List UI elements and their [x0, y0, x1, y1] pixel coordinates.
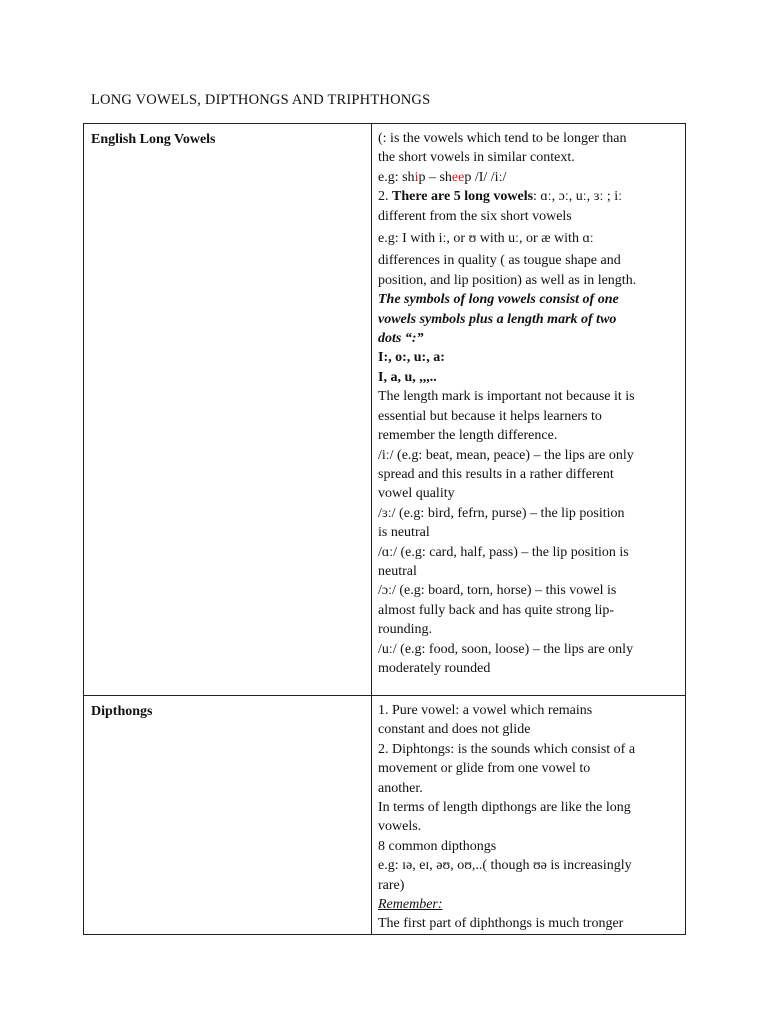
page-title: LONG VOWELS, DIPTHONGS AND TRIPHTHONGS: [91, 92, 431, 108]
text-line: rounding.: [378, 622, 433, 638]
text-line: essential but because it helps learners to: [378, 408, 602, 424]
text-line: 2. Diphtongs: is the sounds which consist of a: [378, 741, 636, 757]
text-line: is neutral: [378, 525, 430, 541]
text-line: 8 common dipthongs: [378, 838, 497, 854]
content-table: [83, 123, 686, 935]
text-line: e.g: ɪə, eɪ, əʊ, oʊ,..( though ʊə is increasingly: [378, 858, 632, 874]
text-line: /ɔː/ (e.g: board, torn, horse) – this vowel is: [378, 583, 617, 599]
text-line: movement or glide from one vowel to: [378, 761, 591, 777]
text-line: remember the length difference.: [378, 428, 558, 444]
text-line: differences in quality ( as tougue shape and: [378, 253, 621, 269]
text-line: rare): [378, 877, 405, 893]
table-row: [84, 696, 686, 935]
text-line: 1. Pure vowel: a vowel which remains: [378, 703, 593, 718]
symbol-line: I:, o:, u:, a:: [378, 350, 445, 366]
text-line: /ɜː/ (e.g: bird, fefrn, purse) – the lip position: [378, 505, 625, 521]
text-line: spread and this results in a rather different: [378, 466, 614, 482]
emphasis-line: vowels symbols plus a length mark of two: [378, 311, 617, 327]
row-heading-dipthongs: Dipthongs: [84, 696, 372, 935]
text-line: moderately rounded: [378, 660, 491, 676]
symbol-line: I, a, u, ,,,..: [378, 369, 437, 385]
text-line: the short vowels in similar context.: [378, 150, 575, 166]
emphasis-line: dots “:”: [378, 331, 424, 347]
text-line: different from the six short vowels: [378, 208, 572, 224]
text-line: The length mark is important not because it is: [378, 389, 635, 405]
text-line: almost fully back and has quite strong lip-: [378, 602, 615, 618]
text-line: In terms of length dipthongs are like the long: [378, 800, 631, 816]
text-line: position, and lip position) as well as in length.: [378, 272, 637, 288]
text-line: /uː/ (e.g: food, soon, loose) – the lips are only: [378, 641, 634, 657]
text-line: another.: [378, 780, 423, 796]
text-line: /iː/ (e.g: beat, mean, peace) – the lips are only: [378, 447, 634, 463]
text-line: neutral: [378, 563, 417, 579]
text-line: constant and does not glide: [378, 722, 531, 738]
text-line: /ɑː/ (e.g: card, half, pass) – the lip position is: [378, 544, 629, 560]
example-line: e.g: ship – sheep /I/ /iː/: [378, 169, 507, 185]
text-line: The first part of diphthongs is much tronger: [378, 916, 624, 932]
text-line: vowels.: [378, 819, 422, 835]
text-line: 2. There are 5 long vowels: ɑː, ɔː, uː, ɜː ; iː: [378, 189, 623, 205]
remember-label: Remember:: [378, 897, 443, 913]
text-line: e.g: I with iː, or ʊ with uː, or æ with ɑː: [378, 231, 594, 247]
table-row: [84, 124, 686, 696]
row-content-long-vowels: [372, 124, 686, 696]
row-content-dipthongs: [372, 696, 686, 935]
text-line: vowel quality: [378, 486, 455, 502]
row-heading-long-vowels: English Long Vowels: [84, 124, 372, 696]
text-line: (: is the vowels which tend to be longer than: [378, 131, 627, 146]
emphasis-line: The symbols of long vowels consist of one: [378, 292, 619, 308]
